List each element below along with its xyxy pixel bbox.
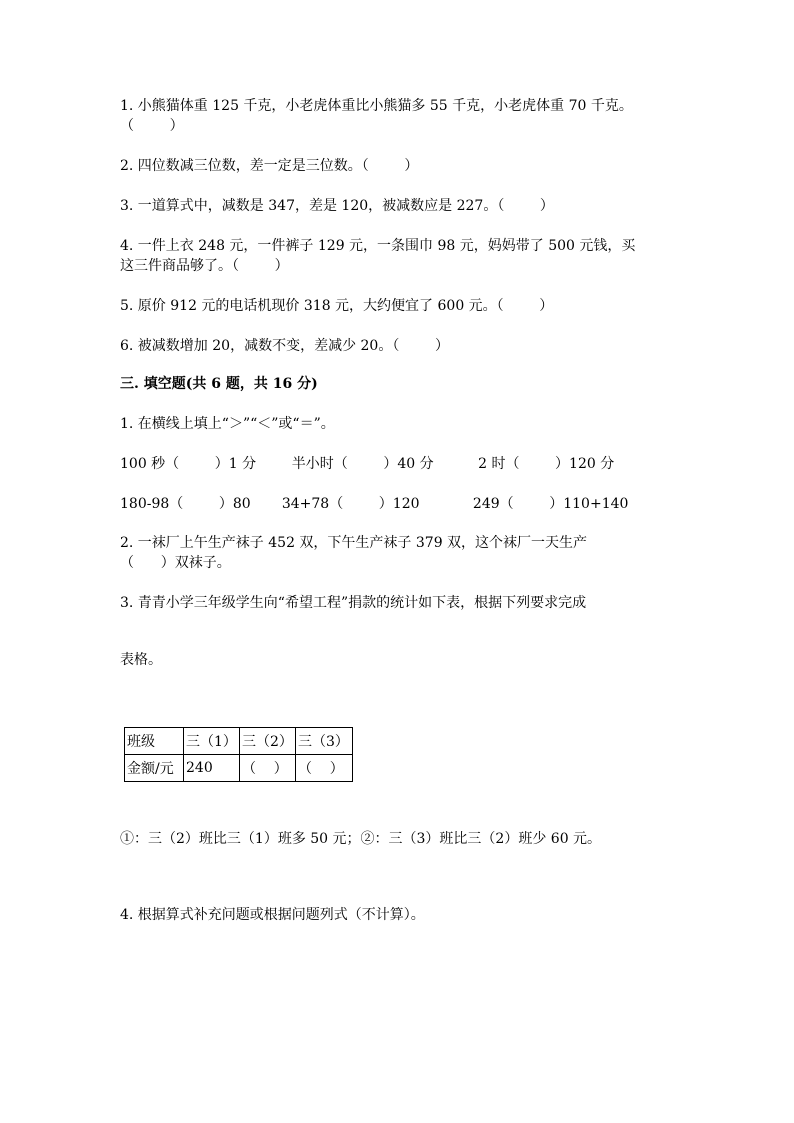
fill-q1-title: 1. 在横线上填上“＞”“＜”或“＝”。	[120, 416, 335, 432]
table-header-cell: 班级	[125, 728, 184, 755]
table-row	[125, 755, 353, 782]
judgment-q6: 6. 被减数增加 20，减数不变，差减少 20。（ ）	[120, 338, 449, 354]
judgment-q4-line1: 4. 一件上衣 248 元，一件裤子 129 元，一条围巾 98 元，妈妈带了 500 元钱，买	[120, 238, 636, 254]
judgment-q3: 3. 一道算式中，减数是 347，差是 120，被减数应是 227。（ ）	[120, 198, 554, 214]
fill-q3-conditions: ①：三（2）班比三（1）班多 50 元；②：三（3）班比三（2）班少 60 元。	[120, 831, 602, 847]
judgment-q5: 5. 原价 912 元的电话机现价 318 元，大约便宜了 600 元。（ ）	[120, 298, 554, 314]
fill-q2-line2: （ ）双袜子。	[120, 555, 231, 571]
fill-q3-line1: 3. 青青小学三年级学生向“希望工程”捐款的统计如下表，根据下列要求完成	[120, 595, 587, 611]
fill-q4: 4. 根据算式补充问题或根据问题列式（不计算）。	[120, 907, 425, 923]
judgment-q4-line2: 这三件商品够了。（ ）	[120, 258, 289, 274]
table-header-cell: 三（1）	[184, 728, 240, 755]
table-header-cell: 三（3）	[296, 728, 353, 755]
fill-q3-line2: 表格。	[120, 652, 162, 668]
table-cell: 240	[184, 755, 240, 782]
table-header-cell: 三（2）	[240, 728, 296, 755]
table-cell-blank: （ ）	[240, 755, 296, 782]
judgment-q1-line2: （ ）	[120, 118, 184, 134]
judgment-q1-line1: 1. 小熊猫体重 125 千克，小老虎体重比小熊猫多 55 千克，小老虎体重 70 千克。	[120, 98, 633, 114]
fill-q1-row2: 180-98（ ）80 34+78（ ）120 249（ ）110+140	[120, 496, 629, 512]
table-row-label: 金额/元	[125, 755, 184, 782]
section-heading: 三. 填空题(共 6 题，共 16 分)	[120, 376, 318, 392]
table-header-row	[125, 728, 353, 755]
fill-q1-row1: 100 秒（ ）1 分 半小时（ ）40 分 2 时（ ）120 分	[120, 456, 615, 472]
judgment-q2: 2. 四位数减三位数，差一定是三位数。（ ）	[120, 158, 419, 174]
donation-table	[124, 727, 353, 782]
fill-q2-line1: 2. 一袜厂上午生产袜子 452 双，下午生产袜子 379 双，这个袜厂一天生产	[120, 535, 588, 551]
table-cell-blank: （ ）	[296, 755, 353, 782]
